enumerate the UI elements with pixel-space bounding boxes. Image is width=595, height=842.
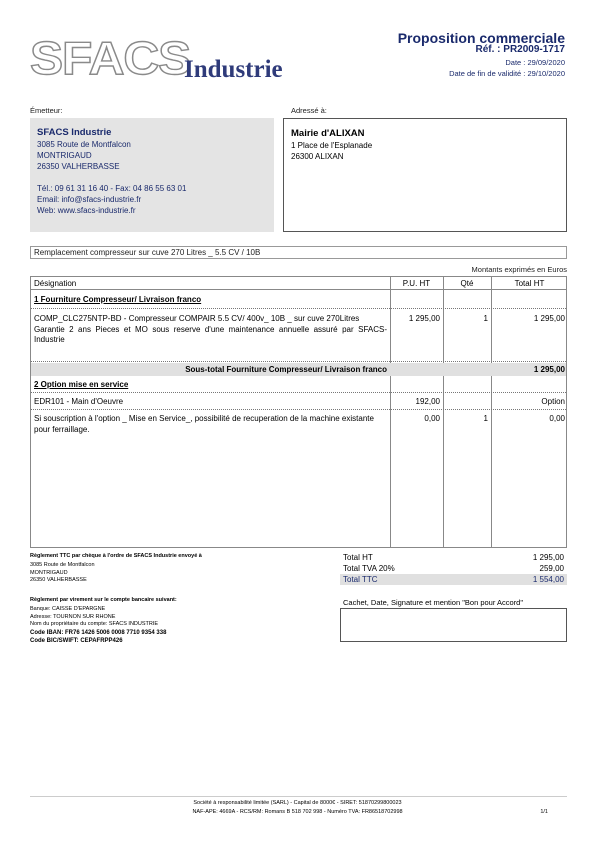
totals-block: [340, 552, 567, 585]
table-row: [31, 414, 566, 440]
emetteur-email: Email: info@sfacs-industrie.fr: [37, 195, 142, 204]
header-qte: Qté: [460, 279, 474, 288]
bank-name: Banque: CAISSE D'EPARGNE: [30, 606, 106, 612]
document-title: Proposition commerciale: [397, 30, 565, 46]
table-header: [31, 277, 566, 290]
recuperation-total: 0,00: [549, 414, 565, 423]
footer-legal-2: NAF-APE: 4669A - RCS/RM: Romans B 518 702 998 - Numéro TVA: FR86518702998: [192, 809, 403, 815]
emetteur-postal: 26350 VALHERBASSE: [37, 162, 120, 171]
subtotal-row: [31, 363, 566, 376]
emetteur-phone: Tél.: 09 61 31 16 40 - Fax: 04 86 55 63 01: [37, 184, 187, 193]
item-total: 1 295,00: [533, 314, 565, 323]
account-owner: Nom du propriétaire du compte: SFACS INDUSTRIE: [30, 621, 159, 627]
total-ttc-label: Total TTC: [343, 575, 378, 584]
transfer-title: Règlement par virement sur le compte bancaire suivant:: [30, 597, 177, 603]
cheque-address: 3085 Route de Montfalcon: [30, 562, 95, 568]
header-designation: Désignation: [34, 279, 77, 288]
emetteur-address: 3085 Route de Montfalcon: [37, 140, 131, 149]
total-tva-label: Total TVA 20%: [343, 564, 395, 573]
item-designation: [31, 314, 390, 346]
destinataire-postal: 26300 ALIXAN: [291, 152, 344, 161]
bic: Code BIC/SWIFT: CEPAFRPP426: [30, 637, 123, 644]
total-tva-row: [340, 563, 567, 574]
total-tva-value: 259,00: [539, 564, 564, 573]
logo-brand: SFACS: [30, 32, 191, 84]
header-pu: P.U. HT: [402, 279, 431, 288]
document-reference: Réf. : PR2009-1717: [475, 44, 565, 55]
footer-legal-1: Société à responsabilité limitée (SARL) - Capital de 8000€ - SIRET: 51870299800023: [193, 800, 402, 806]
section-2-row: [31, 377, 566, 393]
table-row: [31, 394, 566, 410]
destinataire-name: Mairie d'ALIXAN: [291, 128, 365, 139]
total-ht-label: Total HT: [343, 553, 373, 562]
recuperation-qte: 1: [483, 414, 488, 423]
emetteur-web: Web: www.sfacs-industrie.fr: [37, 206, 136, 215]
items-table: [30, 276, 567, 548]
footer-divider: [30, 796, 567, 797]
company-logo: [30, 32, 320, 84]
emetteur-city: MONTRIGAUD: [37, 151, 92, 160]
bank-address: Adresse: TOURNON SUR RHONE: [30, 613, 116, 620]
recuperation-pu: 0,00: [424, 414, 440, 423]
total-ht-value: 1 295,00: [532, 553, 564, 562]
validity-date: Date de fin de validité : 29/10/2020: [449, 69, 565, 78]
subtotal-value: 1 295,00: [533, 365, 565, 374]
emetteur-label: Émetteur:: [30, 106, 63, 115]
cheque-postal: 26350 VALHERBASSE: [30, 577, 87, 583]
proposal-subject: Remplacement compresseur sur cuve 270 Litres _ 5.5 CV / 10B: [30, 246, 567, 259]
total-ht-row: [340, 552, 567, 563]
recuperation-designation: Si souscription à l'option _ Mise en Service_, possibilité de recuperation de la machine existante pour ferraillage.: [34, 414, 374, 434]
cheque-city: MONTRIGAUD: [30, 569, 68, 576]
emetteur-name: SFACS Industrie: [37, 127, 112, 138]
iban: Code IBAN: FR76 1426 5006 0008 7710 9354 338: [30, 629, 167, 636]
emetteur-box: [30, 118, 274, 232]
cheque-title: Règlement TTC par chèque à l'ordre de SFACS Industrie envoyé à: [30, 553, 202, 559]
option-designation: EDR101 - Main d'Oeuvre: [34, 397, 124, 406]
option-pu: 192,00: [415, 397, 440, 406]
destinataire-address: 1 Place de l'Esplanade: [291, 141, 373, 150]
logo-suffix: Industrie: [184, 56, 283, 83]
total-ttc-row: [340, 574, 567, 585]
item-designation-line1: COMP_CLC275NTP-BD - Compresseur COMPAIR 5.5 CV/ 400v_ 10B _ sur cuve 270Litres: [34, 314, 360, 323]
payment-transfer: [30, 597, 330, 645]
section-1-row: [31, 291, 566, 309]
item-designation-line2: Garantie 2 ans Pieces et MO sous reserve d'une maintenance annuelle assuré par SFACS-Industrie: [34, 324, 387, 344]
section-2-title: 2 Option mise en service: [34, 380, 129, 389]
destinataire-box: [283, 118, 567, 232]
item-pu: 1 295,00: [408, 314, 440, 323]
option-total: Option: [541, 397, 565, 406]
signature-box[interactable]: [340, 608, 567, 642]
page-number: 1/1: [540, 809, 548, 815]
total-ttc-value: 1 554,00: [532, 575, 564, 584]
payment-cheque: [30, 553, 330, 585]
subtotal-label: Sous-total Fourniture Compresseur/ Livraison franco: [185, 365, 387, 374]
section-1-title: 1 Fourniture Compresseur/ Livraison franco: [34, 295, 202, 304]
header-total: Total HT: [514, 279, 545, 288]
currency-note: Montants exprimés en Euros: [471, 265, 567, 274]
document-date: Date : 29/09/2020: [505, 58, 565, 67]
table-row: [31, 310, 566, 362]
item-qte: 1: [483, 314, 488, 323]
destinataire-label: Adressé à:: [291, 106, 327, 115]
signature-label: Cachet, Date, Signature et mention "Bon pour Accord": [343, 598, 524, 607]
